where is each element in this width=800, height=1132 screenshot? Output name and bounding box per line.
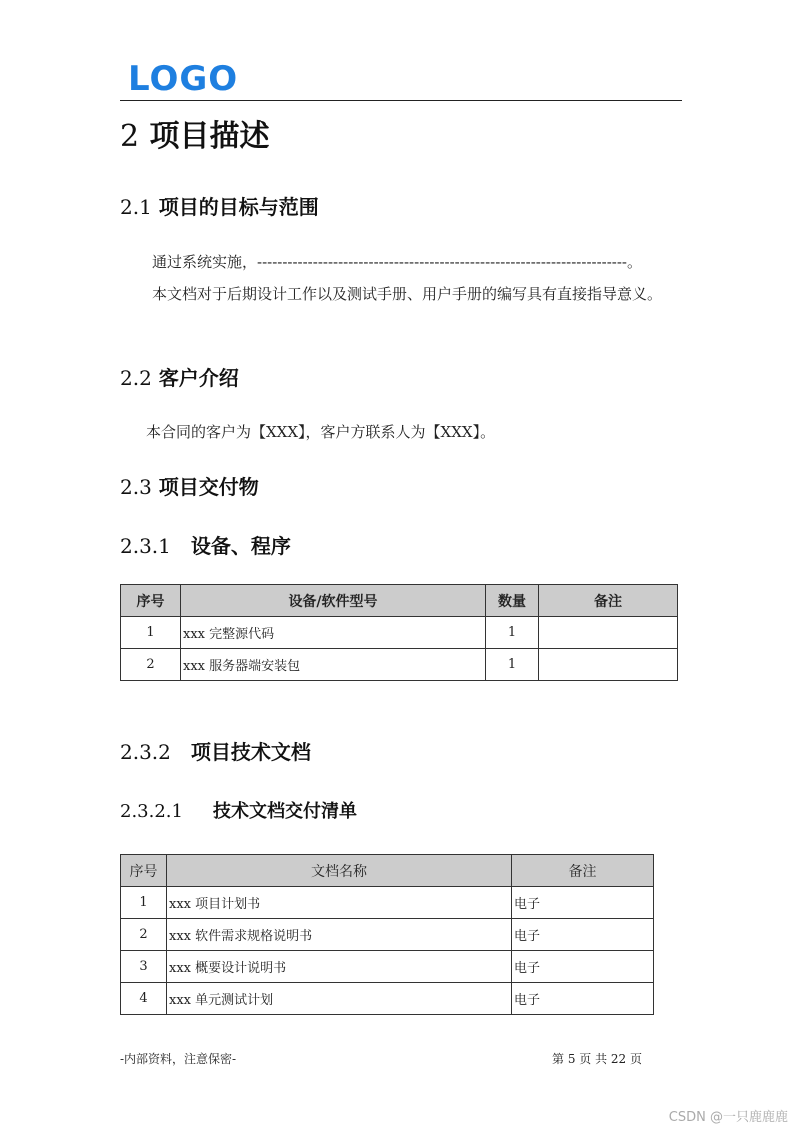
heading-number: 2.3.1 [120,534,171,558]
paragraph-client: 本合同的客户为【XXX】，客户方联系人为【XXX】。 [146,423,496,441]
heading-2-3-2-1 [120,803,357,821]
heading-title: 项目交付物 [158,475,259,499]
cell-name: xxx 单元测试计划 [167,983,512,1015]
footer-page-number: 第 5 页 共 22 页 [552,1052,642,1066]
column-header: 备注 [512,855,654,887]
heading-section-2 [120,119,270,154]
column-header: 序号 [121,585,181,617]
table-row [121,951,654,983]
column-header: 序号 [121,855,167,887]
cell-no: 4 [121,983,167,1015]
cell-model: xxx 服务器端安装包 [181,649,486,681]
column-header: 设备/软件型号 [181,585,486,617]
watermark: CSDN @一只鹿鹿鹿 [668,1110,788,1125]
logo: LOGO [128,59,239,99]
table-row [121,617,678,649]
table-header-row [121,855,654,887]
cell-model: xxx 完整源代码 [181,617,486,649]
table-row [121,919,654,951]
heading-number: 2.3 [120,475,152,499]
equipment-table [120,584,678,681]
cell-name: xxx 概要设计说明书 [167,951,512,983]
paragraph-goal-1: 通过系统实施，-------------------------------------------------------------------------。 [152,253,642,271]
cell-note: 电子 [512,887,654,919]
heading-title: 技术文档交付清单 [212,801,357,822]
column-header: 备注 [539,585,678,617]
cell-note: 电子 [512,983,654,1015]
heading-title: 项目描述 [149,119,270,154]
heading-number: 2.1 [120,195,152,219]
heading-2-1 [120,197,319,217]
table-row [121,649,678,681]
heading-number: 2.3.2.1 [120,801,183,822]
heading-title: 项目技术文档 [190,740,311,764]
heading-title: 设备、程序 [190,534,291,558]
cell-no: 2 [121,919,167,951]
footer-confidential: -内部资料，注意保密- [120,1052,237,1066]
cell-qty: 1 [486,617,539,649]
table-row [121,887,654,919]
cell-qty: 1 [486,649,539,681]
cell-note: 电子 [512,951,654,983]
cell-note [539,649,678,681]
column-header: 数量 [486,585,539,617]
cell-no: 2 [121,649,181,681]
heading-2-3-1 [120,536,291,556]
table-row [121,983,654,1015]
paragraph-goal-2: 本文档对于后期设计工作以及测试手册、用户手册的编写具有直接指导意义。 [152,285,663,303]
table-header-row [121,585,678,617]
heading-number: 2.2 [120,366,152,390]
cell-note [539,617,678,649]
cell-name: xxx 软件需求规格说明书 [167,919,512,951]
cell-no: 1 [121,887,167,919]
heading-2-3 [120,477,259,497]
cell-note: 电子 [512,919,654,951]
heading-title: 项目的目标与范围 [158,195,319,219]
column-header: 文档名称 [167,855,512,887]
heading-number: 2.3.2 [120,740,171,764]
heading-2-2 [120,368,239,388]
cell-no: 3 [121,951,167,983]
tech-docs-table [120,854,654,1015]
heading-number: 2 [120,119,140,154]
cell-no: 1 [121,617,181,649]
heading-title: 客户介绍 [158,366,239,390]
cell-name: xxx 项目计划书 [167,887,512,919]
heading-2-3-2 [120,742,311,762]
header-divider [120,100,682,101]
